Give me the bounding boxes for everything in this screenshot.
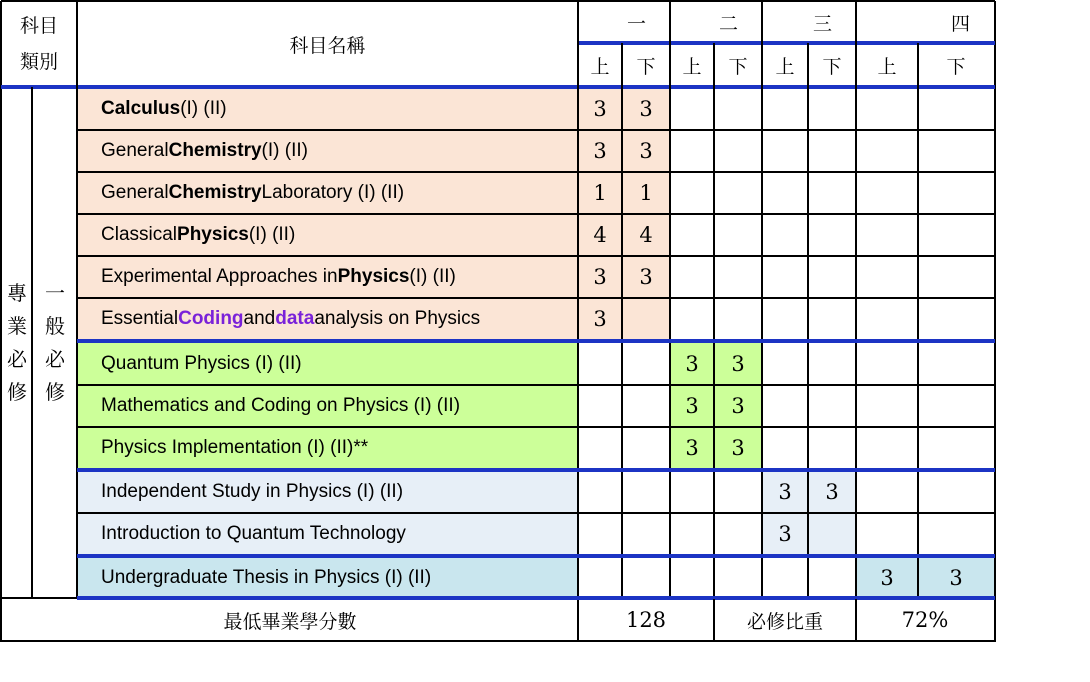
credit-cell bbox=[808, 256, 856, 298]
course-name-text: Classical bbox=[101, 224, 178, 245]
credit-cell bbox=[808, 513, 856, 555]
credit-cell bbox=[856, 385, 918, 427]
semester-header: 下 bbox=[946, 55, 966, 78]
credit-cell bbox=[714, 130, 762, 172]
credit-cell bbox=[670, 298, 714, 340]
credit-cell: 3 bbox=[856, 557, 918, 599]
grid-line bbox=[77, 468, 995, 472]
credit-cell bbox=[622, 427, 670, 469]
credit-cell bbox=[856, 214, 918, 256]
ratio-value: 72% bbox=[901, 608, 949, 632]
credit-cell bbox=[918, 471, 994, 513]
credit-cell bbox=[856, 471, 918, 513]
major-required-label bbox=[2, 87, 32, 598]
credit-cell bbox=[670, 172, 714, 214]
credit-cell bbox=[762, 343, 808, 385]
credit-cell bbox=[856, 513, 918, 555]
credit-cell bbox=[762, 256, 808, 298]
credit-cell: 3 bbox=[808, 471, 856, 513]
credit-cell bbox=[808, 385, 856, 427]
bold-keyword: Physics bbox=[177, 224, 249, 245]
credit-cell bbox=[622, 343, 670, 385]
credit-cell bbox=[762, 385, 808, 427]
credit-cell bbox=[856, 256, 918, 298]
min-credits-label: 最低畢業學分數 bbox=[223, 610, 357, 633]
course-name-text: (I) (II) bbox=[248, 224, 296, 245]
credit-cell bbox=[714, 172, 762, 214]
grid-line bbox=[77, 297, 995, 299]
credit-cell bbox=[918, 385, 994, 427]
grid-line bbox=[807, 43, 809, 599]
grid-line bbox=[669, 1, 671, 43]
course-name bbox=[77, 88, 578, 130]
grid-line bbox=[855, 43, 857, 599]
credit-cell: 3 bbox=[714, 343, 762, 385]
grid-line bbox=[77, 129, 995, 131]
grid-line bbox=[917, 43, 919, 599]
credit-cell bbox=[578, 513, 622, 555]
course-name bbox=[77, 557, 578, 599]
credit-cell: 3 bbox=[670, 343, 714, 385]
grid-line bbox=[77, 596, 995, 600]
bold-keyword: Calculus bbox=[101, 98, 181, 119]
credit-cell bbox=[762, 172, 808, 214]
highlighted-keyword: data bbox=[275, 308, 315, 329]
grid-line bbox=[1, 597, 77, 599]
credit-cell bbox=[670, 471, 714, 513]
grid-line bbox=[77, 426, 995, 428]
course-name-text: (I) (II) bbox=[409, 266, 456, 287]
course-name bbox=[77, 214, 578, 256]
credit-cell bbox=[670, 130, 714, 172]
credit-cell: 3 bbox=[714, 427, 762, 469]
course-name-text: General bbox=[101, 140, 169, 161]
course-name bbox=[77, 427, 578, 469]
grid-line bbox=[0, 1, 2, 642]
year-header: 一 bbox=[626, 12, 646, 35]
credit-cell bbox=[578, 557, 622, 599]
credit-cell bbox=[714, 557, 762, 599]
course-name-text: General bbox=[101, 182, 169, 203]
credit-cell: 1 bbox=[622, 172, 670, 214]
grid-line bbox=[77, 339, 995, 343]
credit-cell bbox=[918, 427, 994, 469]
credit-cell bbox=[856, 427, 918, 469]
grid-line bbox=[713, 599, 715, 642]
course-name-text: Introduction to Quantum Technology bbox=[101, 523, 406, 544]
grid-line bbox=[855, 1, 857, 43]
vertical-char: 專 bbox=[7, 280, 27, 305]
credit-cell bbox=[918, 513, 994, 555]
semester-header: 下 bbox=[728, 55, 748, 78]
course-name bbox=[77, 172, 578, 214]
credit-cell: 3 bbox=[622, 130, 670, 172]
grid-line bbox=[77, 213, 995, 215]
credit-cell bbox=[856, 130, 918, 172]
grid-line bbox=[77, 171, 995, 173]
course-name bbox=[77, 385, 578, 427]
credit-cell: 3 bbox=[714, 385, 762, 427]
credit-cell: 1 bbox=[578, 172, 622, 214]
course-name-text: (I) (II) bbox=[261, 140, 308, 161]
credit-cell bbox=[808, 343, 856, 385]
general-required-label bbox=[33, 87, 77, 598]
grid-line bbox=[1, 0, 995, 2]
course-name-text: Undergraduate Thesis in Physics (I) (II) bbox=[101, 567, 432, 588]
credit-cell bbox=[762, 88, 808, 130]
credit-cell: 3 bbox=[670, 385, 714, 427]
course-name-text: Quantum Physics (I) (II) bbox=[101, 353, 302, 374]
vertical-char: 一 bbox=[45, 280, 65, 305]
grid-line bbox=[994, 1, 996, 642]
semester-header: 下 bbox=[822, 55, 842, 78]
credit-cell bbox=[856, 172, 918, 214]
year-header: 三 bbox=[812, 12, 832, 35]
credit-cell bbox=[808, 427, 856, 469]
semester-header: 上 bbox=[682, 55, 702, 78]
grid-line bbox=[577, 1, 579, 642]
credit-cell: 3 bbox=[670, 427, 714, 469]
grid-line bbox=[621, 43, 623, 599]
ratio-label: 必修比重 bbox=[746, 610, 823, 633]
credit-cell bbox=[808, 130, 856, 172]
credit-cell: 3 bbox=[918, 557, 994, 599]
credit-cell: 3 bbox=[762, 471, 808, 513]
grid-line bbox=[77, 255, 995, 257]
bold-keyword: Physics bbox=[337, 266, 410, 287]
credit-cell bbox=[762, 130, 808, 172]
grid-line bbox=[76, 1, 78, 599]
credit-cell bbox=[762, 298, 808, 340]
grid-line bbox=[1, 85, 995, 89]
credit-cell bbox=[622, 557, 670, 599]
credit-cell bbox=[808, 88, 856, 130]
category-header bbox=[2, 2, 76, 86]
credit-cell: 3 bbox=[622, 256, 670, 298]
bold-keyword: Chemistry bbox=[168, 182, 262, 203]
grid-line bbox=[1, 640, 995, 642]
credit-cell bbox=[808, 298, 856, 340]
course-name bbox=[77, 298, 578, 340]
semester-header: 上 bbox=[877, 55, 897, 78]
course-name-text: Experimental Approaches in bbox=[101, 266, 338, 287]
credit-cell bbox=[918, 88, 994, 130]
credit-cell bbox=[808, 557, 856, 599]
credit-cell bbox=[622, 471, 670, 513]
course-name-text: and bbox=[243, 308, 276, 329]
credit-cell bbox=[856, 88, 918, 130]
grid-line bbox=[578, 41, 995, 45]
credit-cell bbox=[670, 214, 714, 256]
credit-cell bbox=[808, 172, 856, 214]
course-name-text: Mathematics and Coding on Physics (I) (II) bbox=[101, 395, 461, 416]
grid-line bbox=[855, 599, 857, 642]
course-name-text: Laboratory (I) (II) bbox=[261, 182, 405, 203]
credit-cell bbox=[856, 343, 918, 385]
vertical-char: 必 bbox=[45, 346, 65, 371]
course-name bbox=[77, 343, 578, 385]
credit-cell bbox=[918, 256, 994, 298]
credit-cell bbox=[714, 298, 762, 340]
credit-cell: 3 bbox=[578, 130, 622, 172]
grid-line bbox=[77, 384, 995, 386]
credit-cell bbox=[714, 513, 762, 555]
grid-line bbox=[761, 1, 763, 43]
semester-header: 上 bbox=[775, 55, 795, 78]
bold-keyword: Chemistry bbox=[168, 140, 262, 161]
credit-cell: 3 bbox=[762, 513, 808, 555]
course-name bbox=[77, 513, 578, 555]
credit-cell: 4 bbox=[622, 214, 670, 256]
course-name-text: Physics Implementation (I) (II)** bbox=[101, 437, 369, 458]
category-header-line1: 科目 bbox=[19, 15, 58, 37]
semester-header: 上 bbox=[590, 55, 610, 78]
vertical-char: 般 bbox=[45, 313, 65, 338]
grid-line bbox=[669, 43, 671, 599]
credit-cell: 3 bbox=[578, 88, 622, 130]
credit-cell bbox=[918, 343, 994, 385]
credit-cell bbox=[762, 557, 808, 599]
credit-cell bbox=[856, 298, 918, 340]
credit-cell bbox=[918, 298, 994, 340]
credit-cell bbox=[918, 214, 994, 256]
grid-line bbox=[77, 554, 995, 558]
subject-name-header: 科目名稱 bbox=[289, 34, 366, 57]
credit-cell: 4 bbox=[578, 214, 622, 256]
vertical-char: 修 bbox=[45, 379, 65, 404]
course-name bbox=[77, 471, 578, 513]
grid-line bbox=[77, 512, 995, 514]
credit-cell: 3 bbox=[578, 256, 622, 298]
credit-cell bbox=[578, 343, 622, 385]
course-name-text: Independent Study in Physics (I) (II) bbox=[101, 481, 404, 502]
credit-cell bbox=[622, 385, 670, 427]
vertical-char: 業 bbox=[7, 313, 27, 338]
credit-cell bbox=[714, 256, 762, 298]
credit-cell: 3 bbox=[622, 88, 670, 130]
credit-cell: 3 bbox=[578, 298, 622, 340]
credit-cell bbox=[622, 513, 670, 555]
credit-cell bbox=[622, 298, 670, 340]
credit-cell bbox=[762, 214, 808, 256]
credit-cell bbox=[762, 427, 808, 469]
credit-cell bbox=[670, 513, 714, 555]
vertical-char: 修 bbox=[7, 379, 27, 404]
category-header-line2: 類別 bbox=[19, 51, 58, 73]
credit-cell bbox=[918, 130, 994, 172]
credit-cell bbox=[714, 88, 762, 130]
course-name-text: Essential bbox=[101, 308, 179, 329]
year-header: 四 bbox=[950, 12, 970, 35]
grid-line bbox=[761, 43, 763, 599]
semester-header: 下 bbox=[636, 55, 656, 78]
credit-cell bbox=[670, 256, 714, 298]
course-name bbox=[77, 130, 578, 172]
credit-cell bbox=[714, 471, 762, 513]
grid-line bbox=[31, 87, 33, 599]
min-credits-value: 128 bbox=[625, 608, 667, 632]
course-name bbox=[77, 256, 578, 298]
year-header: 二 bbox=[718, 12, 738, 35]
credit-cell bbox=[714, 214, 762, 256]
credit-cell bbox=[808, 214, 856, 256]
vertical-char: 必 bbox=[7, 346, 27, 371]
credit-cell bbox=[918, 172, 994, 214]
course-name-text: analysis on Physics bbox=[314, 308, 481, 329]
credit-cell bbox=[578, 385, 622, 427]
credit-cell bbox=[578, 427, 622, 469]
grid-line bbox=[713, 43, 715, 599]
credit-cell bbox=[670, 88, 714, 130]
credit-cell bbox=[670, 557, 714, 599]
course-name-text: (I) (II) bbox=[180, 98, 227, 119]
highlighted-keyword: Coding bbox=[178, 308, 244, 329]
credit-cell bbox=[578, 471, 622, 513]
